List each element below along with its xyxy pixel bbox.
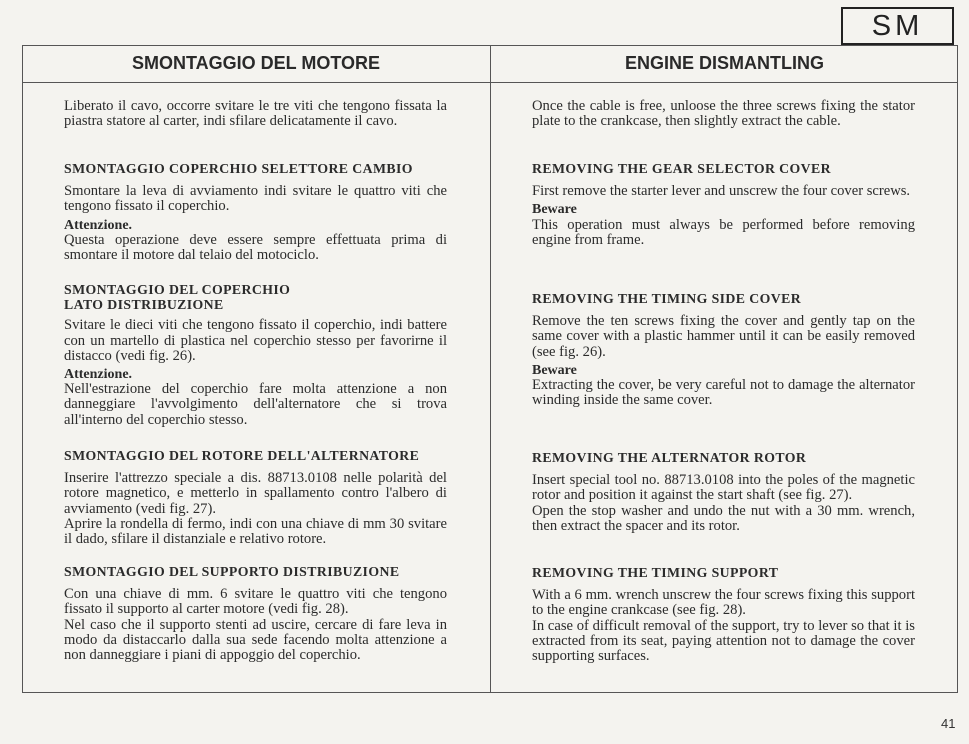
- left-section-timing-cover: [64, 282, 447, 428]
- left-s1-heading: SMONTAGGIO COPERCHIO SELETTORE CAMBIO: [64, 161, 413, 176]
- right-section-alternator-rotor: [532, 450, 915, 534]
- left-s2-body: Svitare le dieci viti che tengono fissato il coperchio, indi battere con un martello di plastica nel coperchio stesso per favorirne il distacco (vedi fig. 26).: [64, 317, 447, 364]
- right-s3-body1: Insert special tool no. 88713.0108 into the poles of the magnetic rotor and position it against the start shaft (see fig. 27).: [532, 472, 915, 504]
- left-s2-heading-line1: SMONTAGGIO DEL COPERCHIO: [64, 282, 291, 297]
- right-s2-heading: REMOVING THE TIMING SIDE COVER: [532, 291, 802, 306]
- left-s4-body1: Con una chiave di mm. 6 svitare le quattro viti che tengono fissato il supporto al carter motore (vedi fig. 28).: [64, 586, 447, 618]
- left-s1-note-label: Attenzione.: [64, 217, 133, 233]
- left-s3-heading: SMONTAGGIO DEL ROTORE DELL'ALTERNATORE: [64, 448, 420, 463]
- right-section-timing-cover: [532, 291, 915, 408]
- right-s4-body2: In case of difficult removal of the support, try to lever so that it is extracted from its seat, paying attention not to damage the cover supporting surfaces.: [532, 617, 915, 665]
- left-s1-note: Questa operazione deve essere sempre effettuata prima di smontare il motore dal telaio del motociclo.: [64, 231, 447, 264]
- column-divider: [490, 45, 491, 693]
- right-s1-heading: REMOVING THE GEAR SELECTOR COVER: [532, 161, 832, 176]
- left-s3-body1: Inserire l'attrezzo speciale a dis. 88713.0108 nelle polarità del rotore magnetico, e metterlo in spallamento contro l'albero di avviamento (vedi fig. 27).: [64, 470, 447, 517]
- right-column-title: ENGINE DISMANTLING: [624, 53, 824, 73]
- left-column-title: SMONTAGGIO DEL MOTORE: [131, 53, 380, 73]
- right-intro-text: Once the cable is free, unloose the three screws fixing the stator plate to the crankcase, then slightly extract the cable.: [532, 98, 915, 130]
- left-s2-note-label: Attenzione.: [64, 367, 133, 383]
- right-s1-note: This operation must always be performed before removing engine from frame.: [532, 216, 915, 248]
- left-s2-note: Nell'estrazione del coperchio fare molta attenzione a non danneggiare l'avvolgimento dell'alternatore che si trova all'interno del coperchio stesso.: [64, 381, 447, 428]
- left-s4-body2: Nel caso che il supporto stenti ad uscire, cercare di fare leva in modo da distaccarlo dalla sua sede facendo molta attenzione a non danneggiare i piani di appoggio del coperchio.: [64, 616, 447, 664]
- left-intro: [64, 99, 447, 129]
- right-s4-heading: REMOVING THE TIMING SUPPORT: [532, 565, 779, 580]
- right-s2-body: Remove the ten screws fixing the cover and gently tap on the same cover with a plastic hammer until it can be easily removed (see fig. 26).: [532, 313, 915, 360]
- page-number: 41: [941, 716, 956, 731]
- left-section-alternator-rotor: [64, 448, 447, 547]
- right-s4-body1: With a 6 mm. wrench unscrew the four screws fixing this support to the engine crankcase (see fig. 28).: [532, 587, 915, 619]
- right-intro: [532, 99, 915, 129]
- right-s3-body2: Open the stop washer and undo the nut with a 30 mm. wrench, then extract the spacer and its rotor.: [532, 502, 915, 534]
- header-rule: [22, 82, 958, 83]
- left-s1-body: Smontare la leva di avviamento indi svitare le quattro viti che tengono fissato il coperchio.: [64, 183, 447, 215]
- right-s1-note-label: Beware: [532, 202, 577, 218]
- left-s2-heading-line2: LATO DISTRIBUZIONE: [64, 297, 224, 313]
- section-badge: SM: [841, 7, 954, 45]
- left-s3-body2: Aprire la rondella di fermo, indi con una chiave di mm 30 svitare il dado, sfilare il distanziale e relativo rotore.: [64, 515, 447, 548]
- left-section-timing-support: [64, 564, 447, 663]
- left-intro-text: Liberato il cavo, occorre svitare le tre viti che tengono fissata la piastra statore al carter, indi sfilare delicatamente il cavo.: [64, 98, 447, 130]
- right-s2-note-label: Beware: [532, 362, 577, 378]
- right-s2-note: Extracting the cover, be very careful not to damage the alternator winding inside the same cover.: [532, 377, 915, 409]
- right-section-gear-selector: [532, 161, 915, 248]
- right-s3-heading: REMOVING THE ALTERNATOR ROTOR: [532, 450, 807, 465]
- right-section-timing-support: [532, 565, 915, 664]
- right-s1-body: First remove the starter lever and unscrew the four cover screws.: [532, 183, 911, 200]
- left-s4-heading: SMONTAGGIO DEL SUPPORTO DISTRIBUZIONE: [64, 564, 400, 579]
- left-section-gear-selector: [64, 161, 447, 263]
